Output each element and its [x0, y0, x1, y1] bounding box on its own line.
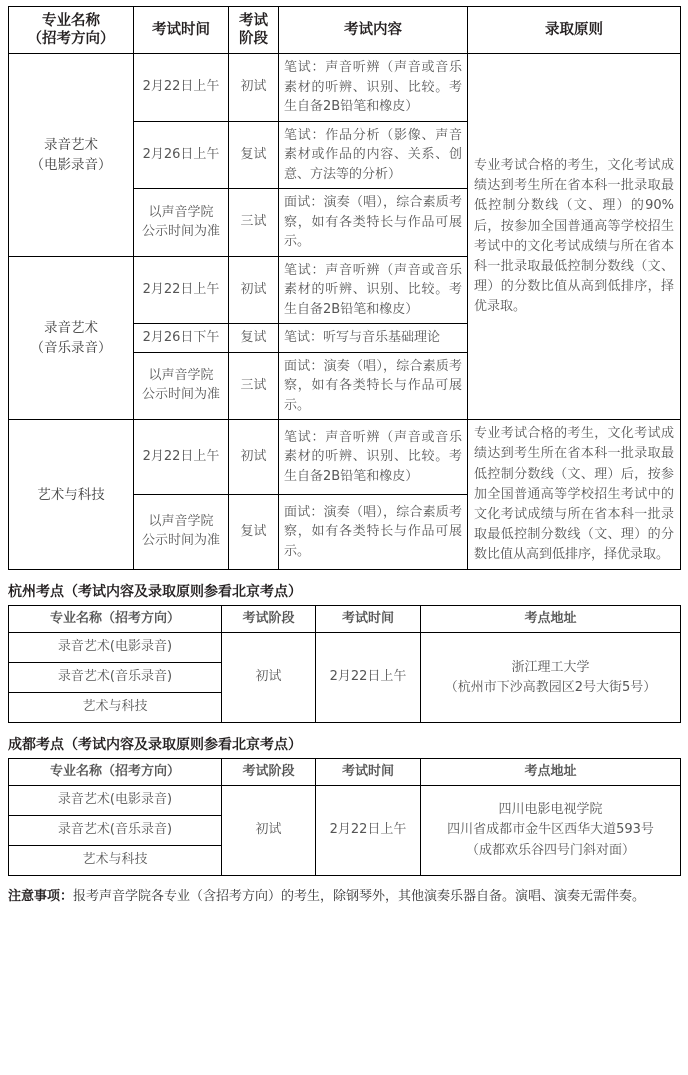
- chengdu-header-row: [9, 759, 681, 786]
- header-exam-stage-line2: 阶段: [239, 31, 268, 48]
- venue-address-line3: （成都欢乐谷四号门斜对面）: [465, 842, 635, 858]
- table-row: [9, 54, 681, 122]
- exam-time-line2: 公示时间为准: [141, 223, 220, 239]
- hangzhou-venue-table: [8, 605, 681, 723]
- exam-content-cell: 面试：演奏（唱），综合素质考察，如有各类特长与作品可展示。: [279, 352, 468, 420]
- exam-time-line1: 以声音学院: [148, 204, 214, 220]
- hangzhou-header-row: [9, 606, 681, 633]
- venue-major-cell: 艺术与科技: [9, 693, 222, 723]
- exam-stage-cell: 三试: [229, 189, 279, 257]
- venue-time-cell: 2月22日上午: [316, 633, 421, 723]
- venue-address-line2: 四川省成都市金牛区西华大道593号: [447, 822, 654, 838]
- main-table-header-row: [9, 7, 681, 54]
- table-row: [9, 420, 681, 495]
- exam-stage-cell: 三试: [229, 352, 279, 420]
- exam-stage-cell: 初试: [229, 256, 279, 324]
- exam-content-cell: 面试：演奏（唱），综合素质考察，如有各类特长与作品可展示。: [279, 189, 468, 257]
- hangzhou-section-title: 杭州考点（考试内容及录取原则参看北京考点）: [8, 584, 302, 601]
- header-venue-address: 考点地址: [421, 759, 681, 786]
- venue-stage-cell: 初试: [222, 786, 316, 876]
- header-exam-time: 考试时间: [134, 7, 229, 54]
- table-row: [9, 633, 681, 663]
- admission-rule-cell-1: 专业考试合格的考生，文化考试成绩达到考生所在省本科一批录取最低控制分数线（文、理）的90%后，按参加全国普通高等学校招生考试中的文化考试成绩与所在省本科一批录取最低控制分数线（文、理）的分数比值从高到低排序，择优录取。: [468, 54, 681, 420]
- exam-time-cell: 2月26日上午: [134, 121, 229, 189]
- venue-address-line2: （杭州市下沙高教园区2号大街5号）: [444, 679, 657, 695]
- table-row: [9, 786, 681, 816]
- exam-time-line2: 公示时间为准: [141, 387, 220, 402]
- header-admission-rule: 录取原则: [468, 7, 681, 54]
- header-major: 专业名称（招考方向）: [9, 606, 222, 633]
- header-exam-stage: 考试阶段: [222, 759, 316, 786]
- header-major-line2: （招考方向）: [27, 31, 115, 48]
- footnote-text: 报考声音学院各专业（含招考方向）的考生，除钢琴外，其他演奏乐器自备。演唱、演奏无需伴奏。: [73, 888, 646, 904]
- header-venue-address: 考点地址: [421, 606, 681, 633]
- footnote-label: 注意事项：: [8, 888, 74, 904]
- venue-address-line1: 浙江理工大学: [511, 659, 590, 675]
- header-exam-stage: [229, 7, 279, 54]
- exam-time-cell: [134, 495, 229, 570]
- major-cell-group3: [9, 420, 134, 570]
- venue-major-cell: 录音艺术(音乐录音): [9, 663, 222, 693]
- exam-time-cell: 2月22日上午: [134, 54, 229, 122]
- header-exam-stage-line1: 考试: [239, 13, 268, 29]
- exam-content-cell: 笔试：声音听辨（声音或音乐素材的听辨、识别、比较。考生自备2B铅笔和橡皮）: [279, 256, 468, 324]
- venue-major-cell: 录音艺术(音乐录音): [9, 816, 222, 846]
- footnote: [8, 886, 680, 907]
- header-exam-time: 考试时间: [316, 759, 421, 786]
- major-line1: 录音艺术: [44, 319, 98, 336]
- venue-address-cell: [421, 786, 681, 876]
- admission-rule-cell-2: 专业考试合格的考生，文化考试成绩达到考生所在省本科一批录取最低控制分数线（文、理）后，按参加全国普通高等学校招生考试中的文化考试成绩与所在省本科一批录取最低控制分数线（文、理）的分数比值从高到低排序，择优录取。: [468, 420, 681, 570]
- exam-stage-cell: 复试: [229, 121, 279, 189]
- exam-content-cell: 笔试：声音听辨（声音或音乐素材的听辨、识别、比较。考生自备2B铅笔和橡皮）: [279, 420, 468, 495]
- exam-time-cell: 2月22日上午: [134, 256, 229, 324]
- exam-time-cell: [134, 352, 229, 420]
- venue-time-cell: 2月22日上午: [316, 786, 421, 876]
- venue-stage-cell: 初试: [222, 633, 316, 723]
- venue-address-cell: [421, 633, 681, 723]
- exam-stage-cell: 复试: [229, 324, 279, 353]
- exam-time-line2: 公示时间为准: [141, 533, 220, 549]
- exam-time-cell: 2月22日上午: [134, 420, 229, 495]
- major-line1: 艺术与科技: [37, 486, 105, 503]
- venue-major-cell: 艺术与科技: [9, 845, 222, 875]
- header-major: 专业名称（招考方向）: [9, 759, 222, 786]
- venue-major-cell: 录音艺术(电影录音): [9, 633, 222, 663]
- venue-major-cell: 录音艺术(电影录音): [9, 786, 222, 816]
- venue-address-line1: 四川电影电视学院: [498, 802, 603, 818]
- header-major-line1: 专业名称: [42, 13, 100, 29]
- exam-content-cell: 面试：演奏（唱），综合素质考察，如有各类特长与作品可展示。: [279, 495, 468, 570]
- major-line2: （音乐录音）: [30, 340, 112, 356]
- chengdu-venue-table: [8, 758, 681, 876]
- exam-time-cell: 2月26日下午: [134, 324, 229, 353]
- header-exam-stage: 考试阶段: [222, 606, 316, 633]
- chengdu-section-title: 成都考点（考试内容及录取原则参看北京考点）: [8, 737, 302, 754]
- header-major: [9, 7, 134, 54]
- major-cell-group2: [9, 256, 134, 420]
- exam-stage-cell: 复试: [229, 495, 279, 570]
- exam-content-cell: 笔试：作品分析（影像、声音素材或作品的内容、关系、创意、方法等的分析）: [279, 121, 468, 189]
- exam-stage-cell: 初试: [229, 420, 279, 495]
- main-exam-table: [8, 6, 681, 570]
- header-exam-content: 考试内容: [279, 7, 468, 54]
- header-exam-time: 考试时间: [316, 606, 421, 633]
- exam-content-cell: 笔试：声音听辨（声音或音乐素材的听辨、识别、比较。考生自备2B铅笔和橡皮）: [279, 54, 468, 122]
- exam-content-cell: 笔试：听写与音乐基础理论: [279, 324, 468, 353]
- exam-time-line1: 以声音学院: [148, 368, 214, 384]
- exam-time-cell: [134, 189, 229, 257]
- major-line1: 录音艺术: [44, 136, 98, 153]
- major-cell-group1: [9, 54, 134, 257]
- exam-time-line1: 以声音学院: [148, 514, 214, 530]
- major-line2: （电影录音）: [30, 157, 112, 173]
- exam-stage-cell: 初试: [229, 54, 279, 122]
